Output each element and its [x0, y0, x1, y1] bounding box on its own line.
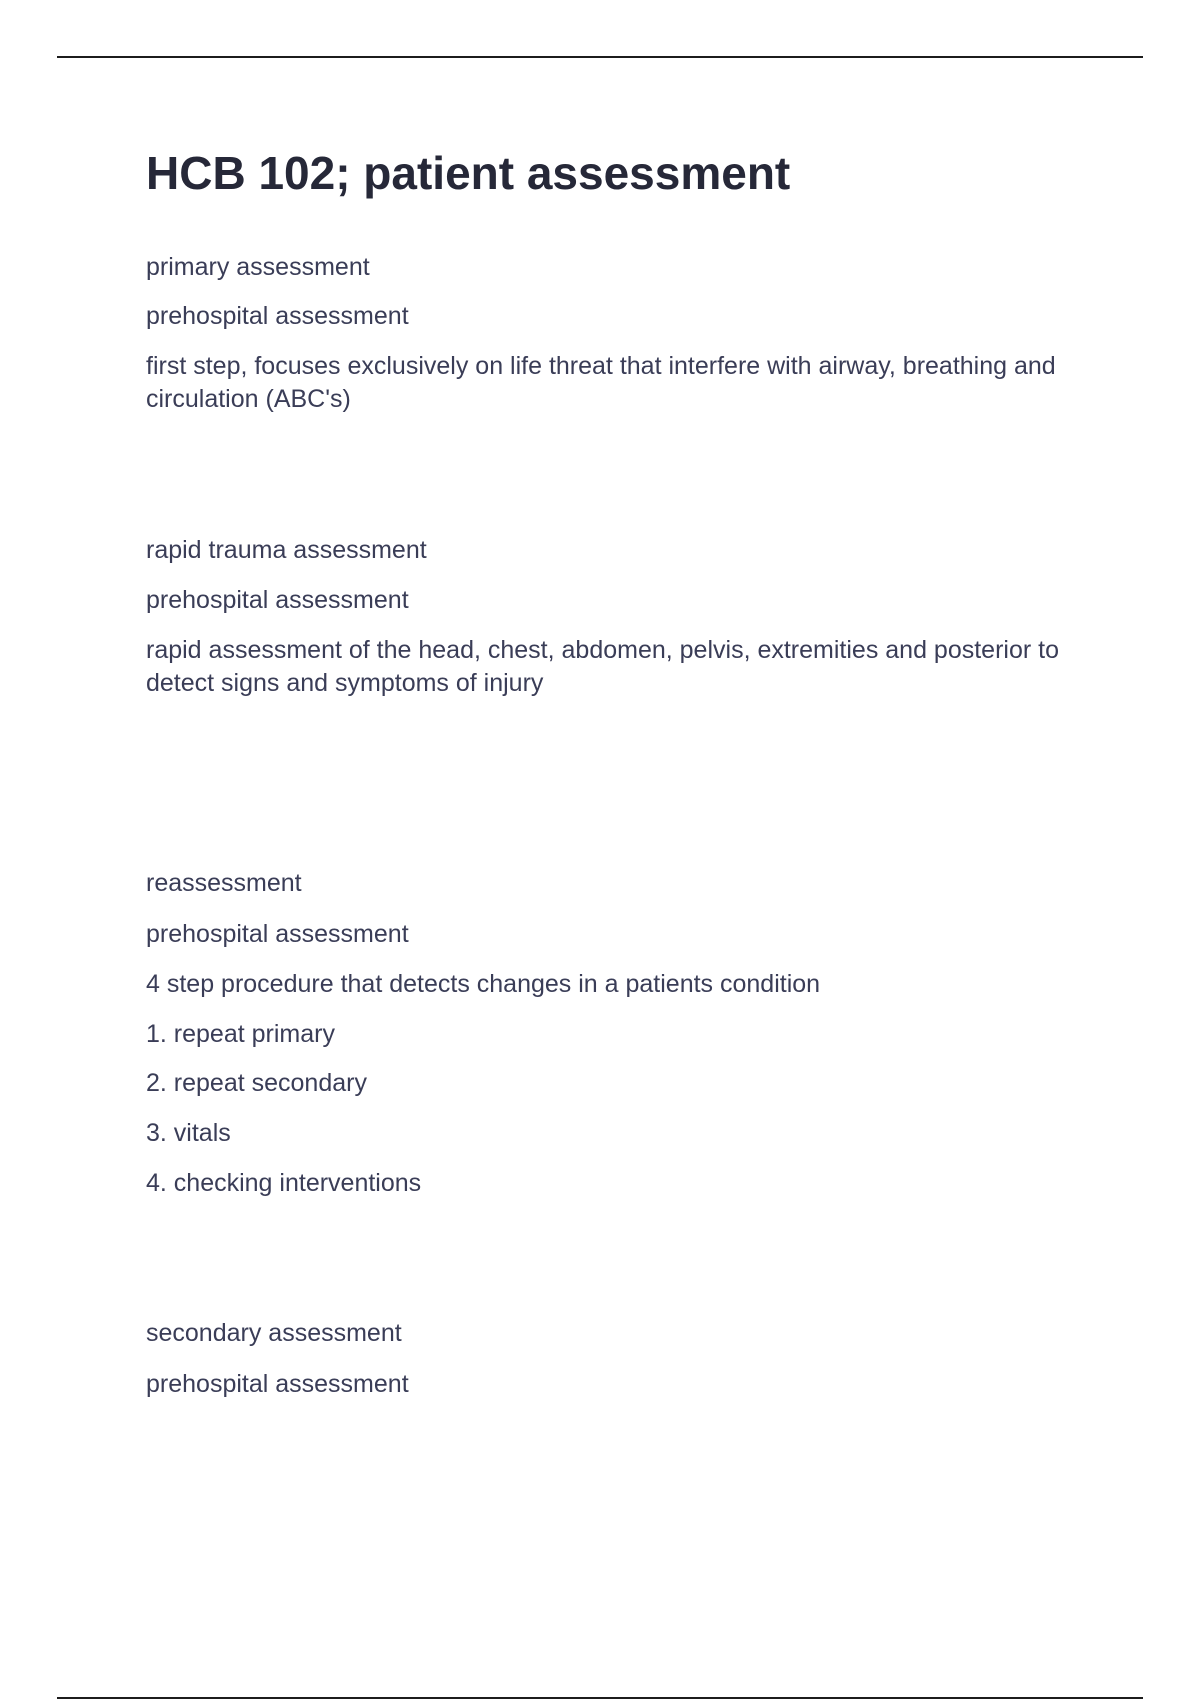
card-definition-step: 4. checking interventions	[146, 1169, 422, 1197]
card-category: prehospital assessment	[146, 302, 409, 330]
card-category: prehospital assessment	[146, 586, 409, 614]
card-term-rapid-trauma-assessment: rapid trauma assessment	[146, 536, 427, 564]
card-definition: first step, focuses exclusively on life threat that interfere with airway, breathing and circulation (ABC's)	[146, 352, 1056, 413]
card-term-reassessment: reassessment	[146, 869, 302, 897]
top-divider	[57, 56, 1143, 58]
card-category: prehospital assessment	[146, 1370, 409, 1398]
page-title: HCB 102; patient assessment	[146, 147, 791, 199]
card-definition-step: 2. repeat secondary	[146, 1069, 367, 1097]
card-definition: rapid assessment of the head, chest, abdomen, pelvis, extremities and posterior to detect signs and symptoms of injury	[146, 636, 1059, 697]
card-definition: 4 step procedure that detects changes in a patients condition	[146, 970, 821, 998]
card-category: prehospital assessment	[146, 920, 409, 948]
card-term-primary-assessment: primary assessment	[146, 253, 370, 281]
card-term-secondary-assessment: secondary assessment	[146, 1319, 402, 1347]
bottom-divider	[57, 1697, 1143, 1699]
card-definition-step: 1. repeat primary	[146, 1020, 335, 1048]
card-definition-step: 3. vitals	[146, 1119, 231, 1147]
